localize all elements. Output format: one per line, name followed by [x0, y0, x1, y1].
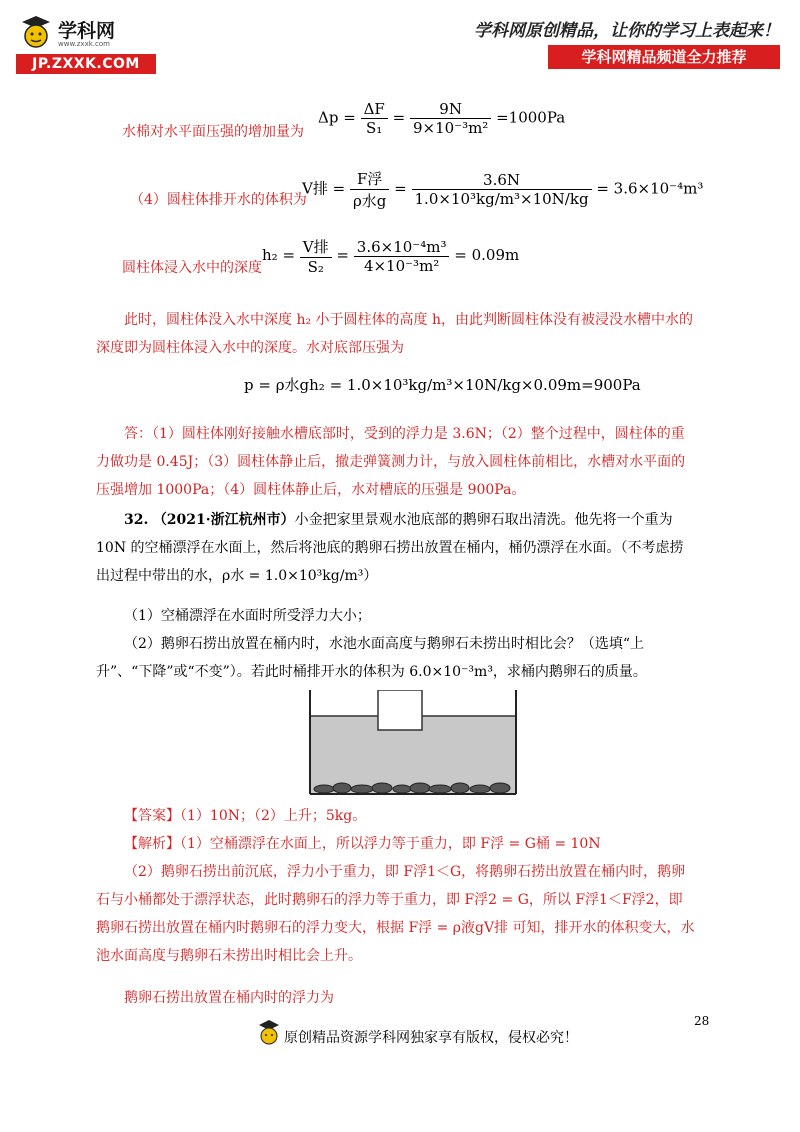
answer-paragraph: 答：（1）圆柱体刚好接触水槽底部时，受到的浮力是 3.6N；（2）整个过程中，圆柱体的重力做功是 0.45J；（3）圆柱体静止后，撤走弹簧测力计，与放入圆柱体前相比，水槽对水平面的压强增加 1000Pa；（4）圆柱体静止后，水对槽底的压强是 900Pa。 — [96, 426, 686, 498]
equation-1: Δp = $\frac{\Delta F}{\text{S₁}}$ = $\frac{9N}{\text{9×10⁻³m²}}$ =1000Pa — [318, 100, 566, 137]
logo-site: www.zxxk.com — [58, 40, 110, 48]
pool-diagram — [306, 690, 520, 796]
question-part-1: （1）空桶漂浮在水面时所受浮力大小； — [124, 608, 371, 624]
question-text: 小金把家里景观水池底部的鹅卵石取出清洗。他先将一个重为 10N 的空桶漂浮在水面上，然后将池底的鹅卵石捞出放置在桶内，桶仍漂浮在水面。（不考虑捞出过程中带出的水，ρ水 = 1.0×10³kg/m³） — [96, 512, 684, 584]
eq1-fraction-2: $\frac{9N}{\text{9×10⁻³m²}}$ — [410, 100, 491, 137]
label-pressure-increase: 水棉对水平面压强的增加量为 — [122, 124, 304, 140]
label-displaced-volume: （4）圆柱体排开水的体积为 — [130, 192, 307, 208]
page-number: 28 — [694, 1014, 710, 1028]
question-part-2: （2）鹅卵石捞出放置在桶内时，水池水面高度与鹅卵石未捞出时相比会？（选填“上升”、“下降”或“不变”）。若此时桶排开水的体积为 6.0×10⁻³m³，求桶内鹅卵石的质量。 — [96, 636, 647, 680]
bucket — [378, 690, 422, 730]
explanation-text-1: （1）空桶漂浮在水面上，所以浮力等于重力，即 F浮 = G桶 = 10N — [180, 836, 601, 852]
eq3-fraction-2: $\frac{\text{3.6×10⁻⁴m³}}{\text{4×10⁻³m²}}$ — [354, 238, 450, 275]
answer-label: 【答案】 — [124, 808, 180, 824]
eq2-fraction-2: $\frac{3.6N}{\text{1.0×10³kg/m³×10N/kg}}$ — [412, 171, 592, 208]
question-number: 32. — [124, 512, 149, 528]
eq3-lhs: h₂ = — [262, 246, 296, 264]
label-immersion-depth: 圆柱体浸入水中的深度 — [122, 260, 262, 276]
eq1-lhs: Δp = — [318, 108, 356, 127]
footer-mascot — [256, 1018, 282, 1048]
answer-line — [124, 802, 696, 830]
eq2-fraction-1: $\frac{\text{F浮}}{\text{ρ水g}}$ — [350, 168, 389, 211]
eq1-result: =1000Pa — [496, 108, 566, 127]
header-channel-badge[interactable]: 学科网精品频道全力推荐 — [548, 45, 780, 69]
explanation-paragraph-2: （2）鹅卵石捞出前沉底，浮力小于重力，即 F浮1＜G，将鹅卵石捞出放置在桶内时，鹅卵石与小桶都处于漂浮状态，此时鹅卵石的浮力等于重力，即 F浮2 = G，所以 F浮1＜F浮2，即鹅卵石捞出放置在桶内时鹅卵石的浮力变大，根据 F浮 = ρ液gV排 可知，排开水的体积变大，水池水面高度与鹅卵石未捞出时相比会上升。 — [96, 864, 695, 964]
explanation-line-1 — [124, 830, 696, 858]
header-slogan: 学科网原创精品，让你的学习上表起来！ — [474, 21, 780, 41]
explanation-paragraph-3: 鹅卵石捞出放置在桶内时的浮力为 — [124, 990, 334, 1006]
eq3-result: = 0.09m — [454, 246, 520, 264]
header-logo[interactable] — [14, 12, 54, 54]
eq1-fraction-1: $\frac{\Delta F}{\text{S₁}}$ — [361, 100, 388, 137]
answer-text: （1）10N；（2）上升；5kg。 — [180, 808, 367, 824]
eq3-fraction-1: $\frac{\text{V排}}{\text{S₂}}$ — [300, 236, 332, 276]
question-source: （2021·浙江杭州市） — [152, 512, 295, 528]
equation-3: h₂ = $\frac{\text{V排}}{\text{S₂}}$ = $\frac{\text{3.6×10⁻⁴m³}}{\text{4×10⁻³m²}}$ = 0.09m — [262, 237, 520, 276]
explanation-label: 【解析】 — [124, 836, 180, 852]
eq2-result: = 3.6×10⁻⁴m³ — [596, 179, 704, 198]
mascot-icon — [14, 12, 54, 54]
logo-name: 学科网 — [58, 20, 116, 42]
mascot-icon — [256, 1018, 282, 1048]
equation-4: p = ρ水gh₂ = 1.0×10³kg/m³×10N/kg×0.09m=900Pa — [244, 376, 641, 394]
eq2-lhs: V排 = — [302, 179, 346, 198]
question-32 — [96, 506, 696, 590]
logo-url[interactable]: JP.ZXXK.COM — [16, 54, 156, 74]
equation-2: V排 = $\frac{\text{F浮}}{\text{ρ水g}}$ = $\frac{3.6N}{\text{1.0×10³kg/m³×10N/kg}}$ = 3.6×10⁻⁴m³ — [302, 170, 704, 210]
analysis-paragraph: 此时，圆柱体没入水中深度 h₂ 小于圆柱体的高度 h，由此判断圆柱体没有被浸没水槽中水的深度即为圆柱体浸入水中的深度。水对底部压强为 — [96, 312, 693, 356]
footer-copyright: 原创精品资源学科网独家享有版权，侵权必究！ — [284, 1030, 578, 1046]
